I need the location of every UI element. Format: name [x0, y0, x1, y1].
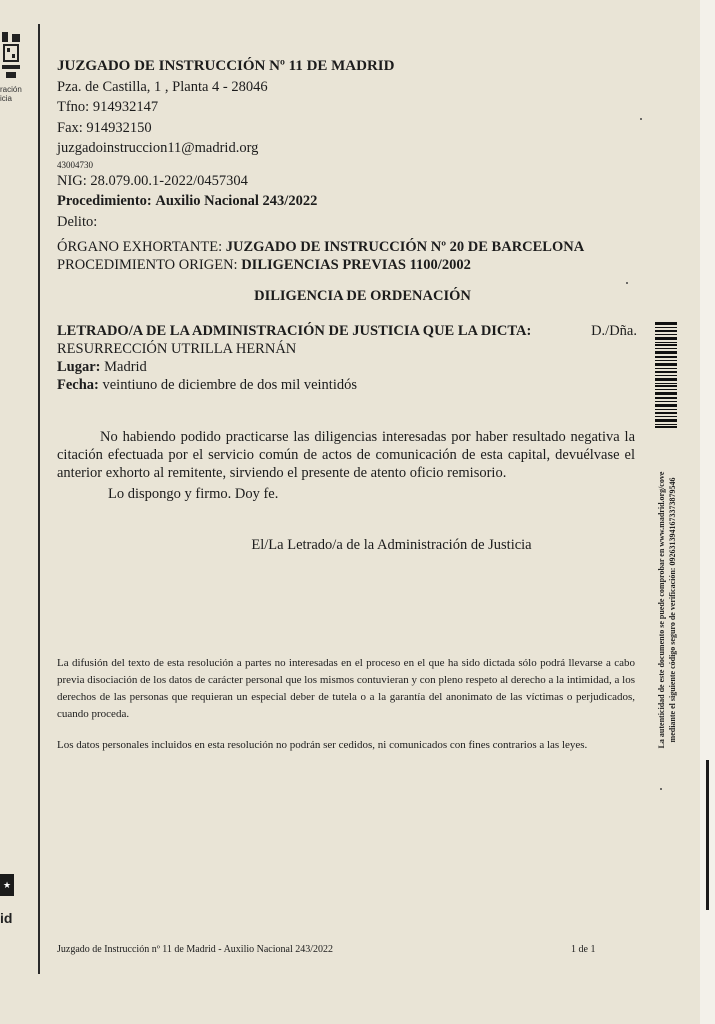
court-code: 43004730 — [57, 159, 93, 170]
delito-label: Delito: — [57, 213, 98, 230]
admin-logo-line-1: ración — [0, 85, 22, 94]
organo-exhortante-value: JUZGADO DE INSTRUCCIÓN Nº 20 DE BARCELONA — [225, 239, 585, 255]
scan-speck — [660, 788, 662, 790]
verification-text — [656, 440, 678, 780]
scan-speck — [626, 282, 628, 284]
procedimiento-origen-label: PROCEDIMIENTO ORIGEN: — [57, 257, 238, 273]
admin-logo-line-2: icia — [0, 94, 13, 103]
madrid-star-icon: ★ — [0, 874, 14, 896]
verification-line-1: La autenticidad de este documento se puede comprobar en www.madrid.org/cove — [657, 471, 666, 749]
coat-of-arms-icon — [0, 30, 22, 82]
fecha-line — [57, 376, 637, 394]
court-header — [57, 56, 394, 232]
scan-speck — [640, 118, 642, 120]
procedimiento-origen-line — [57, 256, 584, 274]
resolution-closing: Lo dispongo y firmo. Doy fe. — [108, 486, 279, 502]
verification-sidebar — [645, 440, 689, 780]
scan-edge-mark — [706, 760, 709, 910]
resolution-body — [57, 428, 635, 503]
resolution-paragraph: No habiendo podido practicarse las diligencias interesadas por haber resultado negativa la citación efectuada por el servicio común de actos de comunicación de esta capital, devuélvase el anterior exhorto al remitente, sirviendo el presente de atento oficio remisorio. — [57, 429, 635, 481]
court-phone: Tfno: 914932147 — [57, 99, 159, 115]
organo-exhortante-line — [57, 238, 584, 256]
legal-notice-personal-data: Los datos personales incluidos en esta resolución no podrán ser cedidos, ni comunicados con fines contrarios a las leyes. — [57, 739, 588, 751]
nig-number: NIG: 28.079.00.1-2022/0457304 — [57, 172, 248, 189]
admin-logo-text — [0, 85, 22, 103]
verification-line-2: mediante el siguiente código seguro de verificación: 0926313941673373879546 — [668, 477, 677, 743]
page-footer: Juzgado de Instrucción nº 11 de Madrid - Auxilio Nacional 243/2022 — [57, 944, 334, 955]
madrid-logo-text: id — [0, 910, 13, 926]
letrado-name: RESURRECCIÓN UTRILLA HERNÁN — [57, 341, 297, 357]
fecha-label: Fecha: — [57, 377, 99, 393]
procedimiento-value: Auxilio Nacional 243/2022 — [155, 193, 318, 209]
court-fax: Fax: 914932150 — [57, 119, 152, 136]
procedimiento-label: Procedimiento: — [57, 193, 152, 209]
legal-notice-dissemination: La difusión del texto de esta resolución a partes no interesadas en el proceso en el que ha sido dictada sólo podrá llevarse a cabo previa disociación de los datos de carácter personal que los mismos contuvieran y con pleno respeto al derecho a la intimidad, a los derechos de las personas que requieran un especial deber de tutela o a la garantía del anonimato de las víctimas o perjudicados, cuando proceda. — [57, 657, 635, 720]
court-email: juzgadoinstruccion11@madrid.org — [57, 140, 259, 156]
procedimiento-line — [57, 191, 394, 212]
letrado-prefix: D./Dña. — [591, 323, 637, 339]
procedimiento-origen-value: DILIGENCIAS PREVIAS 1100/2002 — [241, 257, 471, 273]
lugar-label: Lugar: — [57, 359, 101, 375]
letrado-heading: LETRADO/A DE LA ADMINISTRACIÓN DE JUSTICIA QUE LA DICTA: — [57, 323, 532, 339]
organo-exhortante-label: ÓRGANO EXHORTANTE: — [57, 239, 223, 255]
signer-line: El/La Letrado/a de la Administración de Justicia — [251, 537, 532, 553]
fecha-value: veintiuno de diciembre de dos mil veintidós — [102, 377, 358, 393]
organo-block — [57, 238, 584, 274]
letrado-block — [57, 322, 637, 394]
court-address: Pza. de Castilla, 1 , Planta 4 - 28046 — [57, 78, 268, 95]
letrado-heading-line — [57, 322, 637, 340]
page-number: 1 de 1 — [571, 944, 596, 955]
document-title: DILIGENCIA DE ORDENACIÓN — [254, 288, 471, 304]
court-name: JUZGADO DE INSTRUCCIÓN Nº 11 DE MADRID — [57, 58, 395, 74]
margin-rule — [38, 24, 40, 974]
lugar-value: Madrid — [104, 359, 147, 375]
lugar-line — [57, 358, 637, 376]
barcode-icon — [655, 322, 677, 428]
